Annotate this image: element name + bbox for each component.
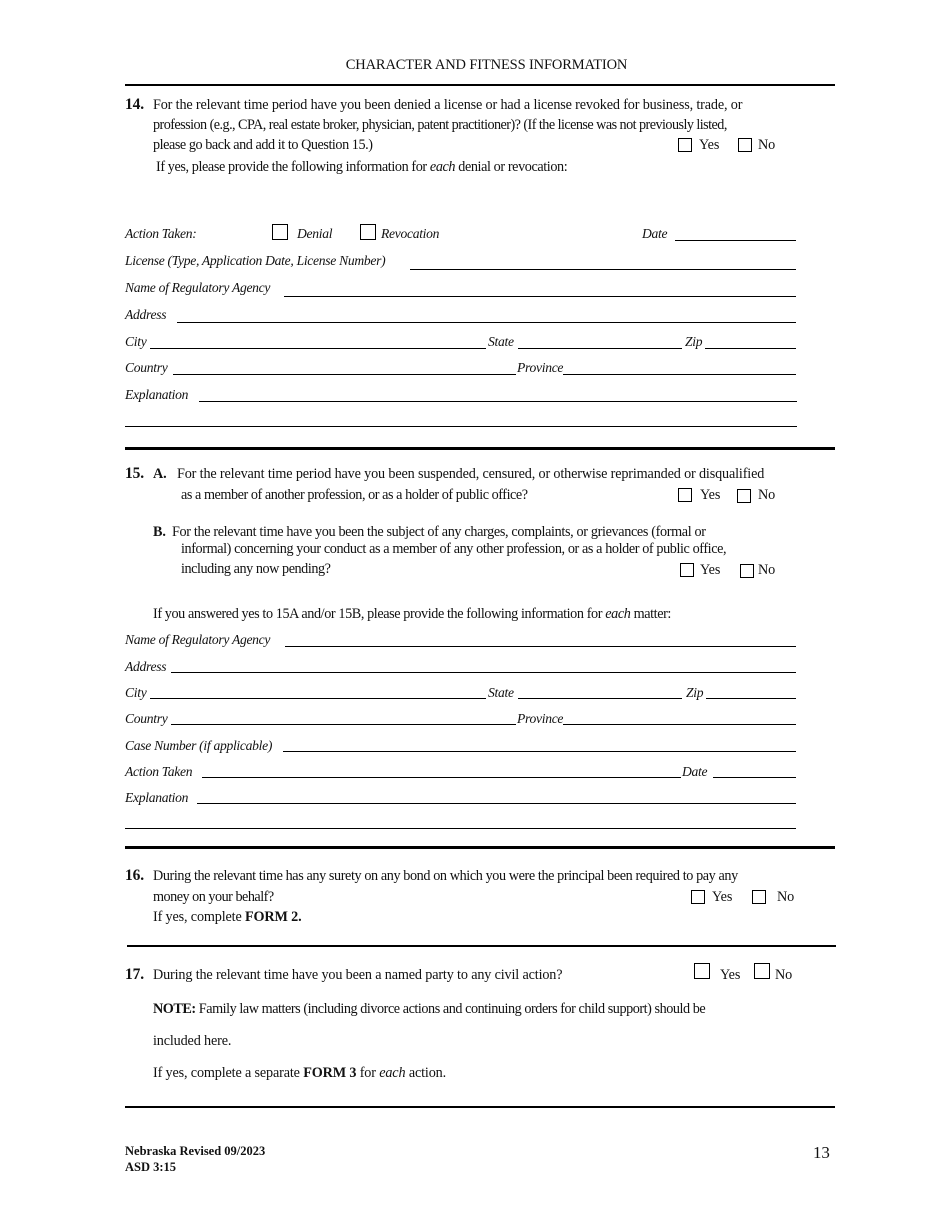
q15-explanation-label: Explanation xyxy=(125,790,189,805)
q14-yes-checkbox[interactable] xyxy=(678,138,692,152)
q15-zip-label: Zip xyxy=(686,685,704,700)
q14-instruction: If yes, please provide the following information for each denial or revocation: xyxy=(156,159,568,175)
q15-date-label: Date xyxy=(682,764,708,779)
q14-city-field[interactable] xyxy=(150,348,486,349)
q14-agency-field[interactable] xyxy=(284,296,796,297)
q14-denial-label: Denial xyxy=(297,226,333,241)
q14-state-field[interactable] xyxy=(518,348,682,349)
q16-text-line-2: money on your behalf? xyxy=(153,889,274,905)
q15-explanation-field[interactable] xyxy=(197,803,796,804)
q14-text-line-3: please go back and add it to Question 15.) xyxy=(153,137,373,153)
q14-license-label: License (Type, Application Date, License Number) xyxy=(125,253,386,268)
q14-province-label: Province xyxy=(517,360,564,375)
q15a-no-checkbox[interactable] xyxy=(737,489,751,503)
q14-no-label: No xyxy=(758,137,776,153)
page-header-title: CHARACTER AND FITNESS INFORMATION xyxy=(345,57,628,73)
q15b-no-checkbox[interactable] xyxy=(740,564,754,578)
q14-no-checkbox[interactable] xyxy=(738,138,752,152)
q14-revocation-checkbox[interactable] xyxy=(360,224,376,240)
q15-action-taken-label: Action Taken xyxy=(125,764,193,779)
q14-yes-label: Yes xyxy=(699,137,720,153)
q16-text-line-1: During the relevant time has any surety on any bond on which you were the principal been required to pay any xyxy=(153,868,738,884)
q14-state-label: State xyxy=(488,334,514,349)
q15-city-field[interactable] xyxy=(150,698,486,699)
q14-text-line-1: For the relevant time period have you been denied a license or had a license revoked for business, trade, or xyxy=(153,97,743,113)
q15b-no-label: No xyxy=(758,562,776,578)
q15-province-field[interactable] xyxy=(563,724,796,725)
q14-agency-label: Name of Regulatory Agency xyxy=(125,280,271,295)
q14-explanation-field-line-2[interactable] xyxy=(125,426,797,427)
q15-address-field[interactable] xyxy=(171,672,796,673)
q15-address-label: Address xyxy=(125,659,167,674)
q15a-label: A. xyxy=(153,466,167,482)
q17-yes-label: Yes xyxy=(720,967,741,983)
q17-form-reference: FORM 3 xyxy=(303,1065,357,1081)
q14-explanation-field[interactable] xyxy=(199,401,797,402)
q15a-text-line-2: as a member of another profession, or as a holder of public office? xyxy=(181,487,528,503)
q15-state-field[interactable] xyxy=(518,698,682,699)
q15-zip-field[interactable] xyxy=(706,698,796,699)
q17-no-label: No xyxy=(775,967,793,983)
q15-date-field[interactable] xyxy=(713,777,796,778)
section-divider-15-16 xyxy=(125,846,835,849)
section-divider-14-15 xyxy=(125,447,835,450)
q15-case-number-label: Case Number (if applicable) xyxy=(125,738,273,753)
q14-city-label: City xyxy=(125,334,147,349)
q16-yes-checkbox[interactable] xyxy=(691,890,705,904)
q17-text-line-1: During the relevant time have you been a named party to any civil action? xyxy=(153,967,563,983)
section-divider-16-17 xyxy=(127,945,836,947)
q15b-text-line-2: informal) concerning your conduct as a member of any other profession, or as a holder of public office, xyxy=(181,541,727,557)
q15-city-label: City xyxy=(125,685,147,700)
q17-no-checkbox[interactable] xyxy=(754,963,770,979)
q15b-text-line-1: For the relevant time have you been the subject of any charges, complaints, or grievances (formal or xyxy=(172,524,706,540)
q14-date-label: Date xyxy=(642,226,668,241)
q15b-yes-label: Yes xyxy=(700,562,721,578)
q15-country-field[interactable] xyxy=(171,724,516,725)
q15-case-number-field[interactable] xyxy=(283,751,796,752)
q17-instruction: If yes, complete a separate FORM 3 for each action. xyxy=(153,1065,446,1081)
q15b-text-line-3: including any now pending? xyxy=(181,561,331,577)
q14-country-field[interactable] xyxy=(173,374,516,375)
q17-note-label: NOTE: xyxy=(153,1001,196,1017)
q15-action-taken-field[interactable] xyxy=(202,777,681,778)
q15-number: 15. xyxy=(125,465,144,482)
q17-note-line-2: included here. xyxy=(153,1033,232,1049)
q15b-label: B. xyxy=(153,524,166,540)
q15-agency-field[interactable] xyxy=(285,646,796,647)
footer-divider xyxy=(125,1106,835,1108)
q15-province-label: Province xyxy=(517,711,564,726)
q14-date-field[interactable] xyxy=(675,240,796,241)
q14-address-field[interactable] xyxy=(177,322,796,323)
q14-denial-checkbox[interactable] xyxy=(272,224,288,240)
q14-zip-label: Zip xyxy=(685,334,703,349)
header-divider xyxy=(125,84,835,86)
q15-country-label: Country xyxy=(125,711,168,726)
q17-yes-checkbox[interactable] xyxy=(694,963,710,979)
q14-province-field[interactable] xyxy=(563,374,796,375)
q14-explanation-label: Explanation xyxy=(125,387,189,402)
footer-revision: Nebraska Revised 09/2023 xyxy=(125,1144,266,1158)
q17-number: 17. xyxy=(125,966,144,983)
q15a-yes-label: Yes xyxy=(700,487,721,503)
q14-country-label: Country xyxy=(125,360,168,375)
q16-number: 16. xyxy=(125,867,144,884)
q14-license-field[interactable] xyxy=(410,269,796,270)
q14-zip-field[interactable] xyxy=(705,348,796,349)
q14-number: 14. xyxy=(125,96,144,113)
q16-no-checkbox[interactable] xyxy=(752,890,766,904)
q14-address-label: Address xyxy=(125,307,167,322)
q17-note: NOTE: Family law matters (including divorce actions and continuing orders for child support) should be xyxy=(153,1001,706,1017)
q16-form-reference: FORM 2. xyxy=(245,909,302,925)
q15b-yes-checkbox[interactable] xyxy=(680,563,694,577)
q15-state-label: State xyxy=(488,685,514,700)
q15a-text-line-1: For the relevant time period have you been suspended, censured, or otherwise reprimanded or disqualified xyxy=(177,466,765,482)
page-number: 13 xyxy=(813,1143,830,1162)
q16-no-label: No xyxy=(777,889,795,905)
q16-yes-label: Yes xyxy=(712,889,733,905)
q14-action-taken-label: Action Taken: xyxy=(125,226,197,241)
q16-instruction: If yes, complete FORM 2. xyxy=(153,909,302,925)
q15a-no-label: No xyxy=(758,487,776,503)
q14-text-line-2: profession (e.g., CPA, real estate broker, physician, patent practitioner)? (If the license was not previously listed, xyxy=(153,117,727,133)
q15-instruction: If you answered yes to 15A and/or 15B, please provide the following information for each matter: xyxy=(153,606,671,622)
footer-code: ASD 3:15 xyxy=(125,1160,177,1174)
q15a-yes-checkbox[interactable] xyxy=(678,488,692,502)
q15-explanation-field-line-2[interactable] xyxy=(125,828,796,829)
q15-agency-label: Name of Regulatory Agency xyxy=(125,632,271,647)
q14-revocation-label: Revocation xyxy=(381,226,440,241)
